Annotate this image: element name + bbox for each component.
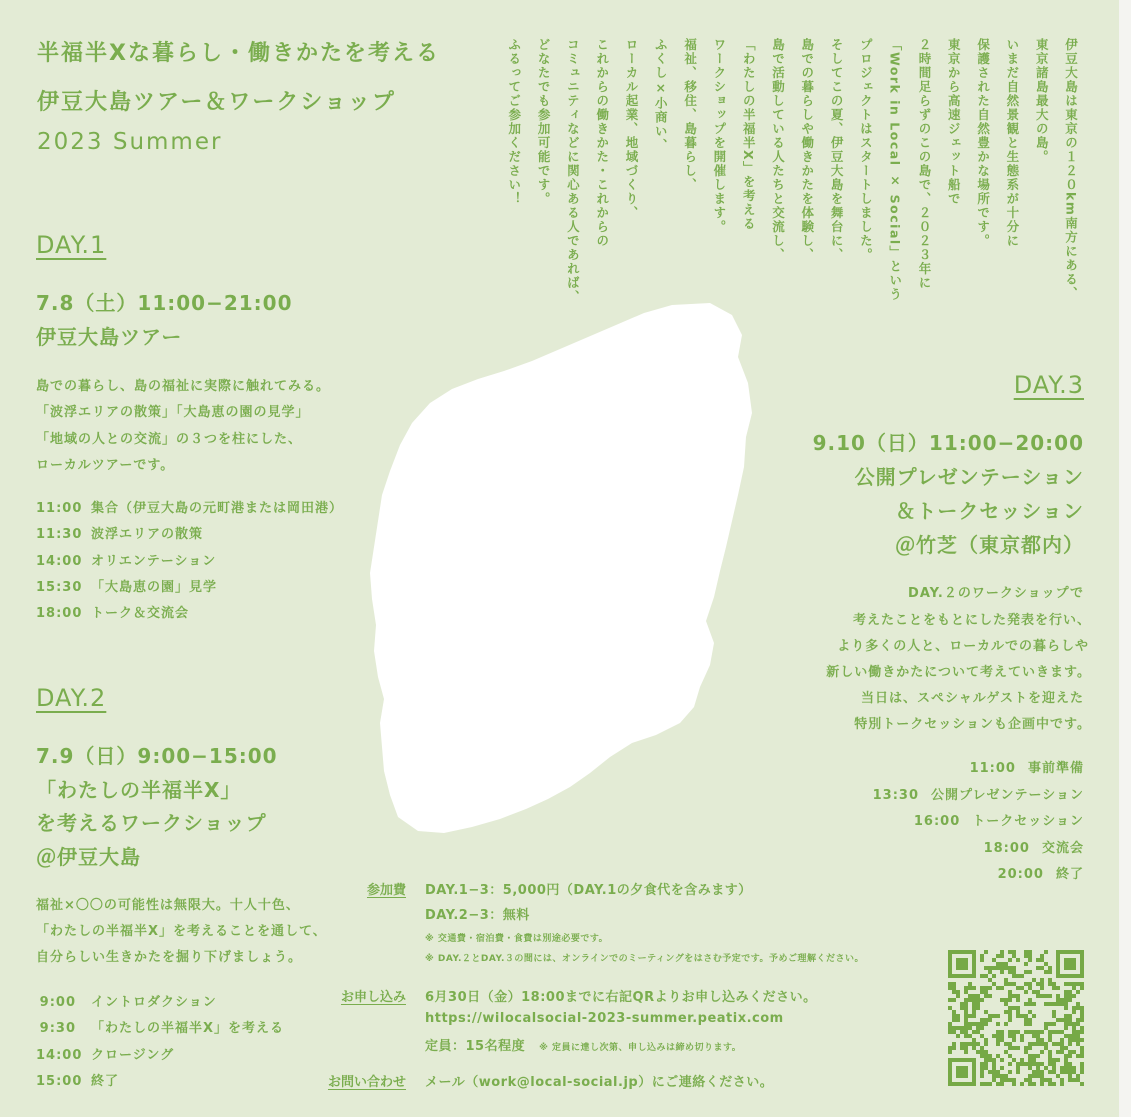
day3-desc-line: 特別トークセッションも企画中です。	[854, 717, 1091, 732]
header-line-3: 2023 Summer	[37, 129, 223, 155]
day3-schedule-row: 18:00 交流会	[983, 841, 1084, 856]
intro-text-column: どなたでも参加可能です。	[536, 38, 552, 206]
day1-desc-line: ローカルツアーです。	[36, 458, 175, 473]
day3-desc-line: 考えたことをもとにした発表を行い、	[852, 613, 1091, 628]
day3-desc-line: 新しい働きかたについて考えていきます。	[826, 665, 1091, 680]
intro-text-column: ふくし×小商い、	[653, 38, 669, 153]
day1-date: 7.8（土）11:00−21:00	[36, 291, 293, 315]
fee-line: DAY.2−3：無料	[425, 908, 530, 923]
day3-schedule-row: 20:00 終了	[997, 867, 1084, 882]
header-line-2: 伊豆大島ツアー＆ワークショップ	[37, 90, 396, 115]
day1-heading: DAY.1	[36, 231, 107, 259]
day2-title-line: 「わたしの半福半X」	[36, 778, 242, 802]
contact-line: メール（work@local-social.jp）にご連絡ください。	[425, 1075, 774, 1090]
day2-desc-line: 自分らしい生きかたを掘り下げましょう。	[36, 950, 303, 965]
day1-schedule-row: 11:30 波浮エリアの散策	[36, 527, 204, 542]
intro-text-column: 島で活動している人たちと交流し、	[770, 38, 786, 262]
day3-desc-line: より多くの人と、ローカルでの暮らしや	[837, 639, 1089, 654]
capacity: 定員：15名程度 ※ 定員に達し次第、申し込みは締め切ります。	[425, 1039, 742, 1054]
fee-note: ※ DAY.２とDAY.３の間には、オンラインでのミーティングをはさむ予定です。予めご理解ください。	[425, 954, 865, 964]
apply-url-link[interactable]: https://wilocalsocial-2023-summer.peatix.com	[425, 1011, 784, 1026]
day2-schedule-row: 14:00 クロージング	[36, 1048, 175, 1063]
intro-text-column: ローカル起業、地域づくり、	[624, 38, 639, 220]
day2-schedule-row: 9:30 「わたしの半福半X」を考える	[39, 1021, 285, 1036]
day2-schedule-row: 9:00 イントロダクション	[39, 995, 217, 1010]
day2-desc-line: 福祉×〇〇の可能性は無限大。十人十色、	[36, 898, 300, 913]
day3-schedule-row: 11:00 事前準備	[969, 761, 1084, 776]
day1-schedule-row: 14:00 オリエンテーション	[36, 554, 217, 569]
intro-text-column: 保護された自然豊かな場所です。	[975, 38, 991, 248]
day3-title-line: 公開プレゼンテーション	[854, 465, 1084, 489]
island-map-icon	[360, 295, 770, 840]
page-edge	[1119, 0, 1131, 1117]
intro-text-column: 「Work in Local × Social」という	[887, 38, 903, 302]
day1-title: 伊豆大島ツアー	[36, 325, 183, 349]
day1-desc-line: 「地域の人との交流」の３つを柱にした、	[36, 432, 303, 447]
apply-label: お申し込み	[340, 990, 406, 1005]
header-line-1: 半福半Xな暮らし・働きかたを考える	[37, 41, 440, 66]
intro-text-column: いまだ自然景観と生態系が十分に	[1004, 38, 1020, 248]
day3-title-line: ＠竹芝（東京都内）	[895, 533, 1084, 557]
intro-text-column: 福祉、移住、島暮らし、	[682, 38, 698, 192]
day1-schedule-row: 11:00 集合（伊豆大島の元町港または岡田港）	[36, 501, 344, 516]
day1-desc-line: 島での暮らし、島の福祉に実際に触れてみる。	[36, 379, 331, 394]
day3-desc-line: 当日は、スペシャルゲストを迎えた	[861, 691, 1084, 706]
fee-note: ※ 交通費・宿泊費・食費は別途必要です。	[425, 934, 609, 944]
day3-schedule-row: 16:00 トークセッション	[913, 814, 1084, 829]
intro-text-column: 伊豆大島は東京の１２０km南方にある、	[1063, 38, 1079, 301]
day3-schedule-row: 13:30 公開プレゼンテーション	[872, 788, 1084, 803]
day2-title-line: ＠伊豆大島	[36, 845, 141, 869]
day1-schedule-row: 18:00 トーク＆交流会	[36, 606, 190, 621]
qr-code-icon[interactable]	[948, 950, 1084, 1086]
day1-desc-line: 「波浮エリアの散策」「大島恵の園の見学」	[36, 405, 310, 420]
day2-date: 7.9（日）9:00−15:00	[36, 744, 278, 768]
day3-desc-line: DAY.２のワークショップで	[908, 586, 1084, 601]
day1-schedule-row: 15:30 「大島恵の園」見学	[36, 580, 218, 595]
intro-text-column: これからの働きかた・これからの	[594, 38, 610, 248]
intro-text-column: そしてこの夏、伊豆大島を舞台に、	[829, 38, 845, 262]
day2-title-line: を考えるワークショップ	[36, 811, 267, 835]
apply-line: 6月30日（金）18:00までに右記QRよりお申し込みください。	[425, 990, 817, 1005]
fee-line: DAY.1−3：5,000円（DAY.1の夕食代を含みます）	[425, 883, 752, 898]
intro-text-column: 東京から高速ジェット船で	[946, 38, 962, 206]
intro-text-column: ２時間足らずのこの島で、２０２３年に	[917, 38, 932, 290]
day3-title-line: ＆トークセッション	[895, 499, 1084, 523]
day2-heading: DAY.2	[36, 684, 107, 712]
intro-text-column: 「わたしの半福半X」を考える	[741, 38, 757, 232]
intro-text-column: ふるってご参加ください！	[506, 38, 522, 206]
contact-label: お問い合わせ	[327, 1075, 406, 1090]
intro-text-column: ワークショップを開催します。	[711, 38, 727, 234]
day2-schedule-row: 15:00 終了	[36, 1074, 120, 1089]
intro-text-column: プロジェクトはスタートしました。	[858, 38, 874, 262]
intro-text-column: 東京諸島最大の島。	[1034, 38, 1050, 164]
intro-text-column: コミュニティなどに関心ある人であれば、	[565, 38, 581, 304]
day2-desc-line: 「わたしの半福半X」を考えることを通して、	[36, 924, 327, 939]
intro-text-column: 島での暮らしや働きかたを体験し、	[799, 38, 815, 262]
fee-label: 参加費	[366, 883, 406, 898]
day3-date: 9.10（日）11:00−20:00	[812, 431, 1084, 455]
day3-heading: DAY.3	[1013, 371, 1084, 399]
